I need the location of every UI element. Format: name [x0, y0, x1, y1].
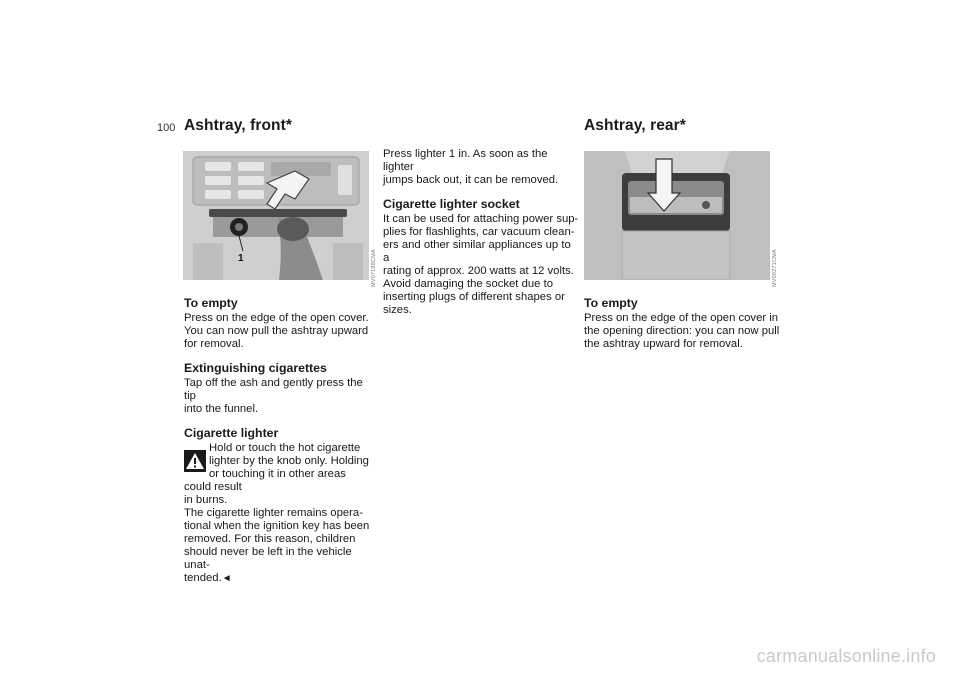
body-line: inserting plugs of different shapes or [383, 291, 565, 303]
heading-lighter-socket: Cigarette lighter socket [383, 197, 520, 211]
body-line: sizes. [383, 304, 412, 316]
body-line: tended.◄ [184, 572, 232, 584]
end-mark: ◄ [221, 573, 232, 584]
section-title-rear: Ashtray, rear* [584, 117, 686, 134]
body-line: The cigarette lighter remains opera- [184, 507, 363, 519]
image-code-rear: MV09271CMA [772, 249, 778, 287]
body-line: You can now pull the ashtray upward [184, 325, 369, 337]
warning-block [184, 442, 376, 468]
body-line: or touching it in other areas could result [184, 468, 346, 493]
body-line: ers and other similar appliances up to a [383, 239, 571, 264]
middle-text-column [383, 148, 579, 317]
heading-to-empty-rear: To empty [584, 296, 638, 310]
body-line: for removal. [184, 338, 244, 350]
section-title-front: Ashtray, front* [184, 117, 293, 134]
body-line: Press lighter 1 in. As soon as the lighter [383, 148, 548, 173]
front-text-column [184, 296, 376, 585]
body-line: removed. For this reason, children [184, 533, 356, 545]
body-line: into the funnel. [184, 403, 259, 415]
body-line: rating of approx. 200 watts at 12 volts. [383, 265, 574, 277]
heading-extinguishing: Extinguishing cigarettes [184, 361, 327, 375]
body-line: Press on the edge of the open cover in [584, 312, 779, 324]
warning-line: lighter by the knob only. Holding [209, 455, 369, 467]
warning-triangle-icon [184, 450, 206, 472]
watermark: carmanualsonline.info [756, 646, 936, 666]
heading-to-empty-front: To empty [184, 296, 238, 310]
warning-line: Hold or touch the hot cigarette [209, 442, 361, 454]
page-number: 100 [157, 122, 176, 134]
photo-label-1: 1 [238, 253, 244, 264]
rear-ashtray-photo [584, 151, 770, 280]
body-line: the opening direction: you can now pull [584, 325, 780, 337]
body-line: Tap off the ash and gently press the tip [184, 377, 363, 402]
body-line: in burns. [184, 494, 228, 506]
body-line: the ashtray upward for removal. [584, 338, 743, 350]
front-ashtray-photo [183, 151, 369, 280]
body-line: Press on the edge of the open cover. [184, 312, 369, 324]
body-line: plies for flashlights, car vacuum clean- [383, 226, 575, 238]
heading-cigarette-lighter: Cigarette lighter [184, 426, 279, 440]
body-line: It can be used for attaching power sup- [383, 213, 579, 225]
body-line: Avoid damaging the socket due to [383, 278, 553, 290]
rear-text-column [584, 296, 780, 351]
image-code-front: MV07198CMA [371, 249, 377, 287]
body-line: jumps back out, it can be removed. [383, 174, 559, 186]
body-line: should never be left in the vehicle unat- [184, 546, 352, 571]
body-line: tional when the ignition key has been [184, 520, 370, 532]
